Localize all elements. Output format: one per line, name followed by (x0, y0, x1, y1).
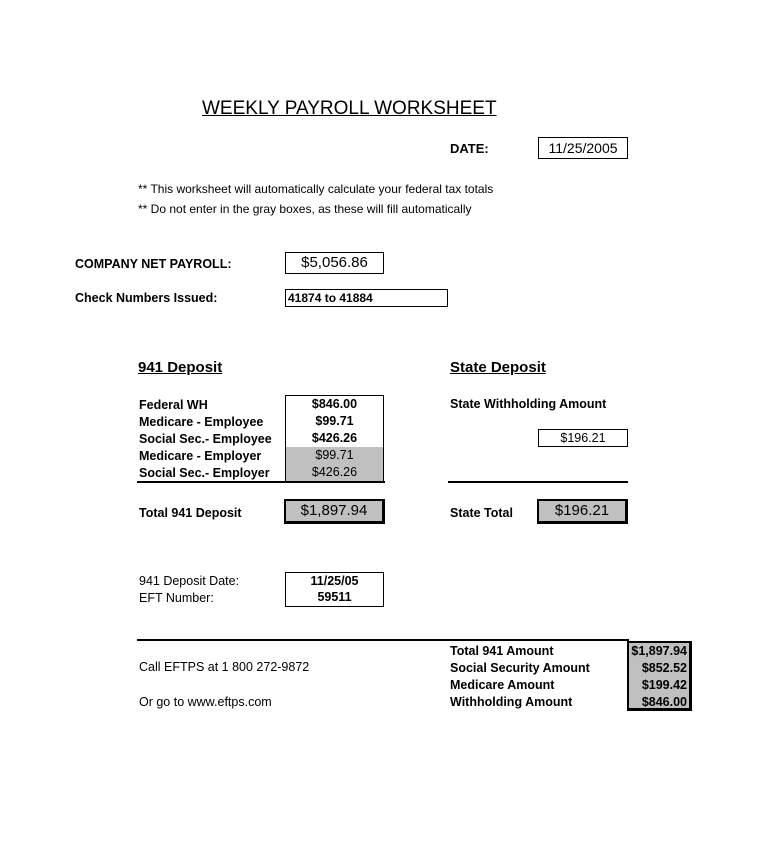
summary-value-withholding: $846.00 (641, 695, 687, 709)
row-label-medicare-employer: Medicare - Employer (139, 449, 262, 463)
row-label-federal-wh: Federal WH (139, 398, 208, 412)
row-label-ss-employee: Social Sec.- Employee (139, 432, 272, 446)
summary-value-medicare: $199.42 (641, 678, 687, 692)
date-field[interactable] (538, 137, 628, 159)
date-value: 11/25/2005 (548, 140, 618, 156)
state-withholding-label: State Withholding Amount (450, 397, 607, 411)
check-numbers-field[interactable] (285, 289, 448, 307)
row-label-ss-employer: Social Sec.- Employer (139, 466, 270, 480)
net-payroll-field[interactable] (285, 252, 384, 274)
row-value-medicare-employee[interactable]: $99.71 (315, 414, 354, 428)
net-payroll-label: COMPANY NET PAYROLL: (75, 257, 232, 271)
state-total-box (537, 499, 628, 524)
summary-label-withholding: Withholding Amount (450, 695, 573, 709)
date-label: DATE: (450, 141, 489, 156)
page-title: WEEKLY PAYROLL WORKSHEET (202, 98, 497, 119)
summary-value-total-941: $1,897.94 (631, 644, 687, 658)
row-value-medicare-employer: $99.71 (286, 447, 383, 464)
state-withholding-field[interactable] (538, 429, 628, 447)
note-1: ** This worksheet will automatically calculate your federal tax totals (138, 182, 494, 196)
summary-label-social-security: Social Security Amount (450, 661, 590, 675)
eftps-website[interactable]: Or go to www.eftps.com (139, 695, 272, 709)
state-divider (448, 481, 628, 483)
summary-label-total-941: Total 941 Amount (450, 644, 554, 658)
state-deposit-heading: State Deposit (450, 359, 546, 376)
summary-values-box (627, 641, 692, 711)
deposit-941-heading: 941 Deposit (138, 359, 223, 376)
deposit-date-value: 11/25/05 (310, 574, 359, 588)
summary-label-medicare: Medicare Amount (450, 678, 555, 692)
eft-number-value: 59511 (317, 590, 352, 604)
state-total-label: State Total (450, 506, 513, 520)
row-label-medicare-employee: Medicare - Employee (139, 415, 264, 429)
row-value-ss-employer: $426.26 (286, 464, 383, 482)
net-payroll-value: $5,056.86 (301, 254, 368, 271)
total-941-label: Total 941 Deposit (139, 506, 242, 520)
footer-divider (137, 639, 629, 641)
deposit-date-field[interactable] (285, 572, 384, 590)
deposit-941-values (285, 395, 384, 482)
total-941-value: $1,897.94 (300, 502, 368, 519)
eft-number-label: EFT Number: (139, 591, 214, 605)
deposit-date-label: 941 Deposit Date: (139, 574, 240, 588)
state-total-value: $196.21 (554, 502, 610, 519)
summary-value-social-security: $852.52 (641, 661, 687, 675)
eftps-phone: Call EFTPS at 1 800 272-9872 (139, 660, 310, 674)
row-value-federal-wh[interactable]: $846.00 (311, 397, 358, 411)
deposit-941-divider (137, 481, 385, 483)
check-numbers-label: Check Numbers Issued: (75, 291, 218, 305)
note-2: ** Do not enter in the gray boxes, as these will fill automatically (138, 202, 472, 216)
state-withholding-value: $196.21 (560, 431, 606, 445)
check-numbers-value: 41874 to 41884 (288, 291, 373, 305)
row-value-ss-employee[interactable]: $426.26 (311, 431, 358, 445)
eft-number-field[interactable] (285, 589, 384, 607)
total-941-box (284, 499, 385, 524)
